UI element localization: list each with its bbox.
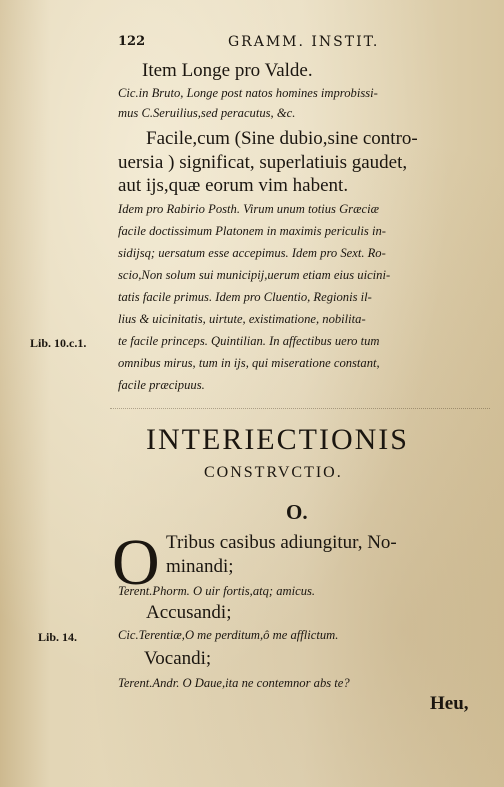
- page-number: 122: [118, 34, 146, 49]
- text-line: tatis facile primus. Idem pro Cluentio, Regionis il-: [118, 290, 372, 304]
- text-line: aut ijs,quæ eorum vim habent.: [118, 175, 349, 196]
- text-line: mus C.Seruilius,sed peracutus, &c.: [118, 106, 296, 120]
- section-heading: O.: [286, 500, 308, 524]
- text-line: Vocandi;: [144, 648, 212, 669]
- text-line: sidijsq; uersatum esse accepimus. Idem pro Sext. Ro-: [118, 246, 386, 260]
- margin-note: Lib. 10.c.1.: [30, 336, 87, 350]
- bleed-through-divider: [110, 408, 490, 409]
- text-line: te facile princeps. Quintilian. In affectibus uero tum: [118, 334, 380, 348]
- drop-cap: O: [112, 526, 160, 599]
- section-subtitle: CONSTRVCTIO.: [204, 464, 343, 481]
- text-line: Facile,cum (Sine dubio,sine contro-: [146, 128, 418, 149]
- text-line: Cic.in Bruto, Longe post natos homines improbissi-: [118, 86, 378, 100]
- text-line: Accusandi;: [146, 602, 232, 623]
- text-line: Tribus casibus adiungitur, No-: [166, 532, 397, 553]
- margin-note: Lib. 14.: [38, 630, 78, 644]
- catchword: Heu,: [430, 693, 469, 714]
- text-line: Cic.Terentiæ,O me perditum,ô me afflictum.: [118, 628, 339, 642]
- text-line: lius & uicinitatis, uirtute, existimatione, nobilita-: [118, 312, 366, 326]
- section-title: INTERIECTIONIS: [146, 423, 409, 456]
- text-line: scio,Non solum sui municipij,uerum etiam eius uicini-: [118, 268, 391, 282]
- text-line: uersia ) significat, superlatiuis gaudet,: [118, 152, 408, 173]
- text-line: facile præcipuus.: [118, 378, 205, 392]
- text-line: omnibus mirus, tum in ijs, qui miseratione constant,: [118, 356, 380, 370]
- text-line: Terent.Andr. O Daue,ita ne contemnor abs te?: [118, 676, 350, 690]
- text-line: Terent.Phorm. O uir fortis,atq; amicus.: [118, 584, 316, 598]
- running-title: GRAMM. INSTIT.: [228, 34, 380, 50]
- text-line: facile doctissimum Platonem in maximis periculis in-: [118, 224, 386, 238]
- text-line: Item Longe pro Valde.: [142, 60, 313, 81]
- text-line: minandi;: [166, 556, 234, 577]
- text-line: Idem pro Rabirio Posth. Virum unum totius Græciæ: [118, 202, 379, 216]
